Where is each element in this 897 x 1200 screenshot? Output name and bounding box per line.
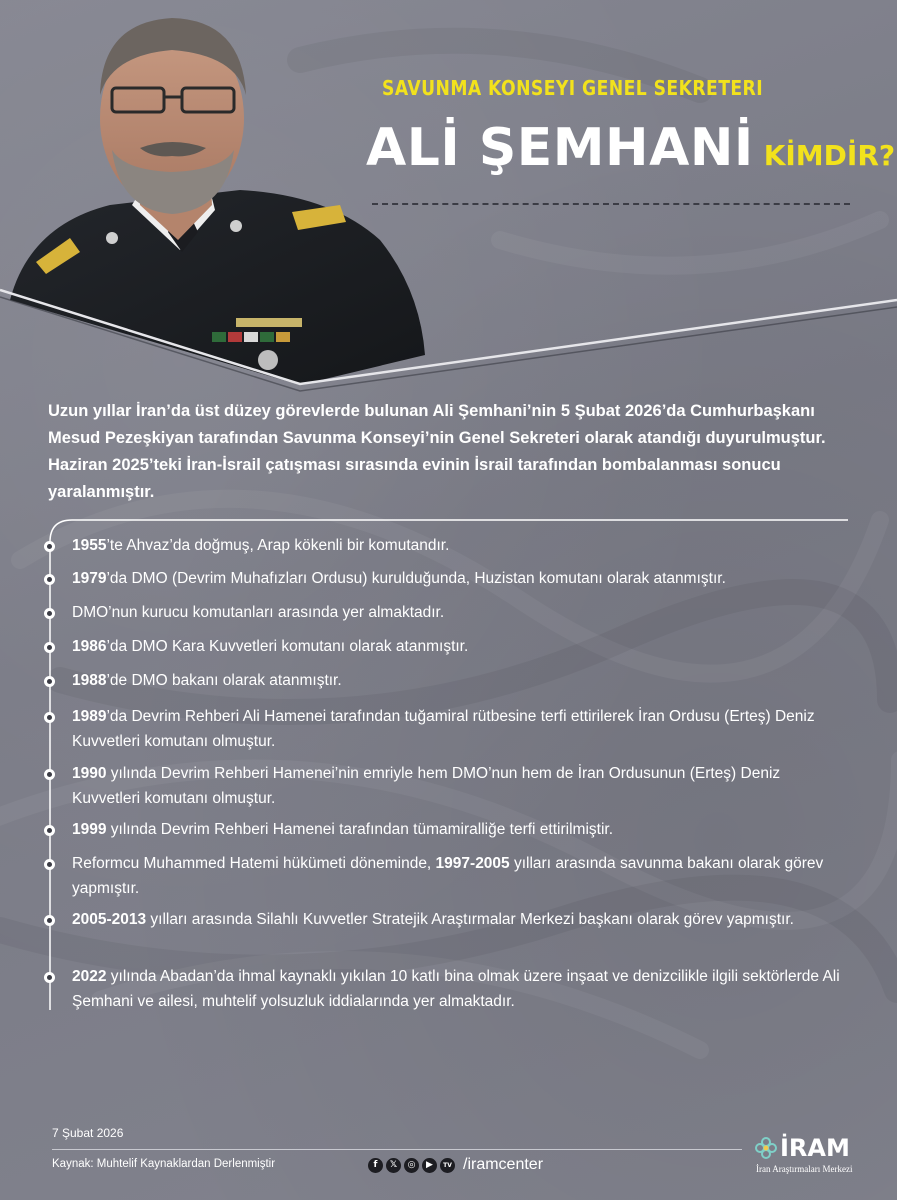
timeline-item-year: 1997-2005 xyxy=(435,855,510,872)
timeline-bullet xyxy=(44,608,55,619)
timeline-item xyxy=(72,566,852,591)
timeline-bullet xyxy=(44,642,55,653)
timeline-item-year: 1979 xyxy=(72,570,107,587)
title-divider xyxy=(372,203,850,205)
social-handle[interactable]: /iramcenter xyxy=(463,1156,544,1173)
timeline-item-year: 2005-2013 xyxy=(72,911,147,928)
intro-paragraph: Uzun yıllar İran’da üst düzey görevlerde bulunan Ali Şemhani’nin 5 Şubat 2026’da Cumhurbaşkanı Mesud Pezeşkiyan tarafından Savunma Konseyi’nin Genel Sekreteri olarak atandığı duyurulmuştur. Haziran 2025’teki İran-İsrail çatışması sırasında evinin İsrail tarafından bombalanması sonucu yaralanmıştır. xyxy=(48,402,826,501)
timeline-item-text: ’te Ahvaz’da doğmuş, Arap kökenli bir komutandır. xyxy=(106,537,450,554)
timeline-item-text: yılında Devrim Rehberi Hamenei’nin emriyle hem DMO’nun hem de İran Ordusunun (Erteş) Deniz Kuvvetleri komutanı olmuştur. xyxy=(72,765,781,807)
timeline-bullet xyxy=(44,915,55,926)
timeline-item-text: yılları arasında savunma bakanı olarak görev yapmıştır. xyxy=(72,855,824,897)
timeline-item xyxy=(72,761,852,811)
iram-tv-icon[interactable]: TV xyxy=(440,1158,455,1173)
timeline-item-text: ’da Devrim Rehberi Ali Hamenei tarafından tuğamiral rütbesine terfi ettirilerek İran Ordusu (Erteş) Deniz Kuvvetleri komutanı olmuştur. xyxy=(72,708,815,750)
brand-name: İRAM xyxy=(780,1134,850,1162)
timeline-bullet xyxy=(44,769,55,780)
timeline-item-year: 1990 xyxy=(72,765,107,782)
timeline-bullet xyxy=(44,712,55,723)
timeline-item xyxy=(72,851,852,901)
timeline-item xyxy=(72,964,852,1014)
timeline-item xyxy=(72,907,852,932)
footer-source: Kaynak: Muhtelif Kaynaklardan Derlenmiştir xyxy=(52,1158,276,1170)
instagram-icon[interactable]: ◎ xyxy=(404,1158,419,1173)
x-icon[interactable]: 𝕏 xyxy=(386,1158,401,1173)
timeline-item-text: ’de DMO bakanı olarak atanmıştır. xyxy=(106,672,342,689)
timeline-item xyxy=(72,634,852,659)
youtube-icon[interactable]: ▶ xyxy=(422,1158,437,1173)
brand-subtitle: İran Araştırmaları Merkezi xyxy=(756,1164,853,1174)
timeline-bullet xyxy=(44,574,55,585)
timeline-item-text: yılında Abadan’da ihmal kaynaklı yıkılan 10 katlı bina olmak üzere inşaat ve denizcilikle ilgili sektörlerde Ali Şemhani ve ailesi, muhtelif yolsuzluk iddialarında yer almaktadır. xyxy=(72,968,840,1010)
timeline-bullet xyxy=(44,972,55,983)
social-links xyxy=(368,1156,543,1174)
portrait-photo xyxy=(0,0,440,390)
brand-flower-icon xyxy=(754,1136,778,1160)
footer-date: 7 Şubat 2026 xyxy=(52,1126,124,1140)
timeline-item-text: DMO’nun kurucu komutanları arasında yer almaktadır. xyxy=(72,604,445,621)
timeline-item-year: 1999 xyxy=(72,821,107,838)
timeline-bullet xyxy=(44,859,55,870)
timeline-item xyxy=(72,668,852,693)
timeline-item-text: yılında Devrim Rehberi Hamenei tarafından tümamiralliğe terfi ettirilmiştir. xyxy=(106,821,613,838)
timeline-item-year: 1986 xyxy=(72,638,107,655)
timeline-item-year: 1988 xyxy=(72,672,107,689)
title-name: ALİ ŞEMHANİ xyxy=(366,118,754,178)
header-kicker: SAVUNMA KONSEYI GENEL SEKRETERI xyxy=(382,76,764,100)
timeline-item-text: ’da DMO Kara Kuvvetleri komutanı olarak atanmıştır. xyxy=(106,638,469,655)
timeline-item-text: ’da DMO (Devrim Muhafızları Ordusu) kurulduğunda, Huzistan komutanı olarak atanmıştır. xyxy=(106,570,726,587)
timeline-item-year: 1955 xyxy=(72,537,107,554)
timeline-bullet xyxy=(44,541,55,552)
timeline-bullet xyxy=(44,676,55,687)
timeline-item-prefix: Reformcu Muhammed Hatemi hükümeti döneminde, xyxy=(72,855,436,872)
timeline-bullet xyxy=(44,825,55,836)
timeline-item xyxy=(72,817,852,842)
timeline-item xyxy=(72,533,852,558)
timeline-item-year: 1989 xyxy=(72,708,107,725)
footer-divider xyxy=(52,1149,742,1150)
page-title xyxy=(366,118,895,178)
timeline-item xyxy=(72,704,852,754)
title-question: KİMDİR? xyxy=(763,139,896,172)
timeline-item-text: yılları arasında Silahlı Kuvvetler Stratejik Araştırmalar Merkezi başkanı olarak görev yapmıştır. xyxy=(146,911,794,928)
timeline-item-year: 2022 xyxy=(72,968,107,985)
facebook-icon[interactable]: f xyxy=(368,1158,383,1173)
timeline-item xyxy=(72,600,852,625)
